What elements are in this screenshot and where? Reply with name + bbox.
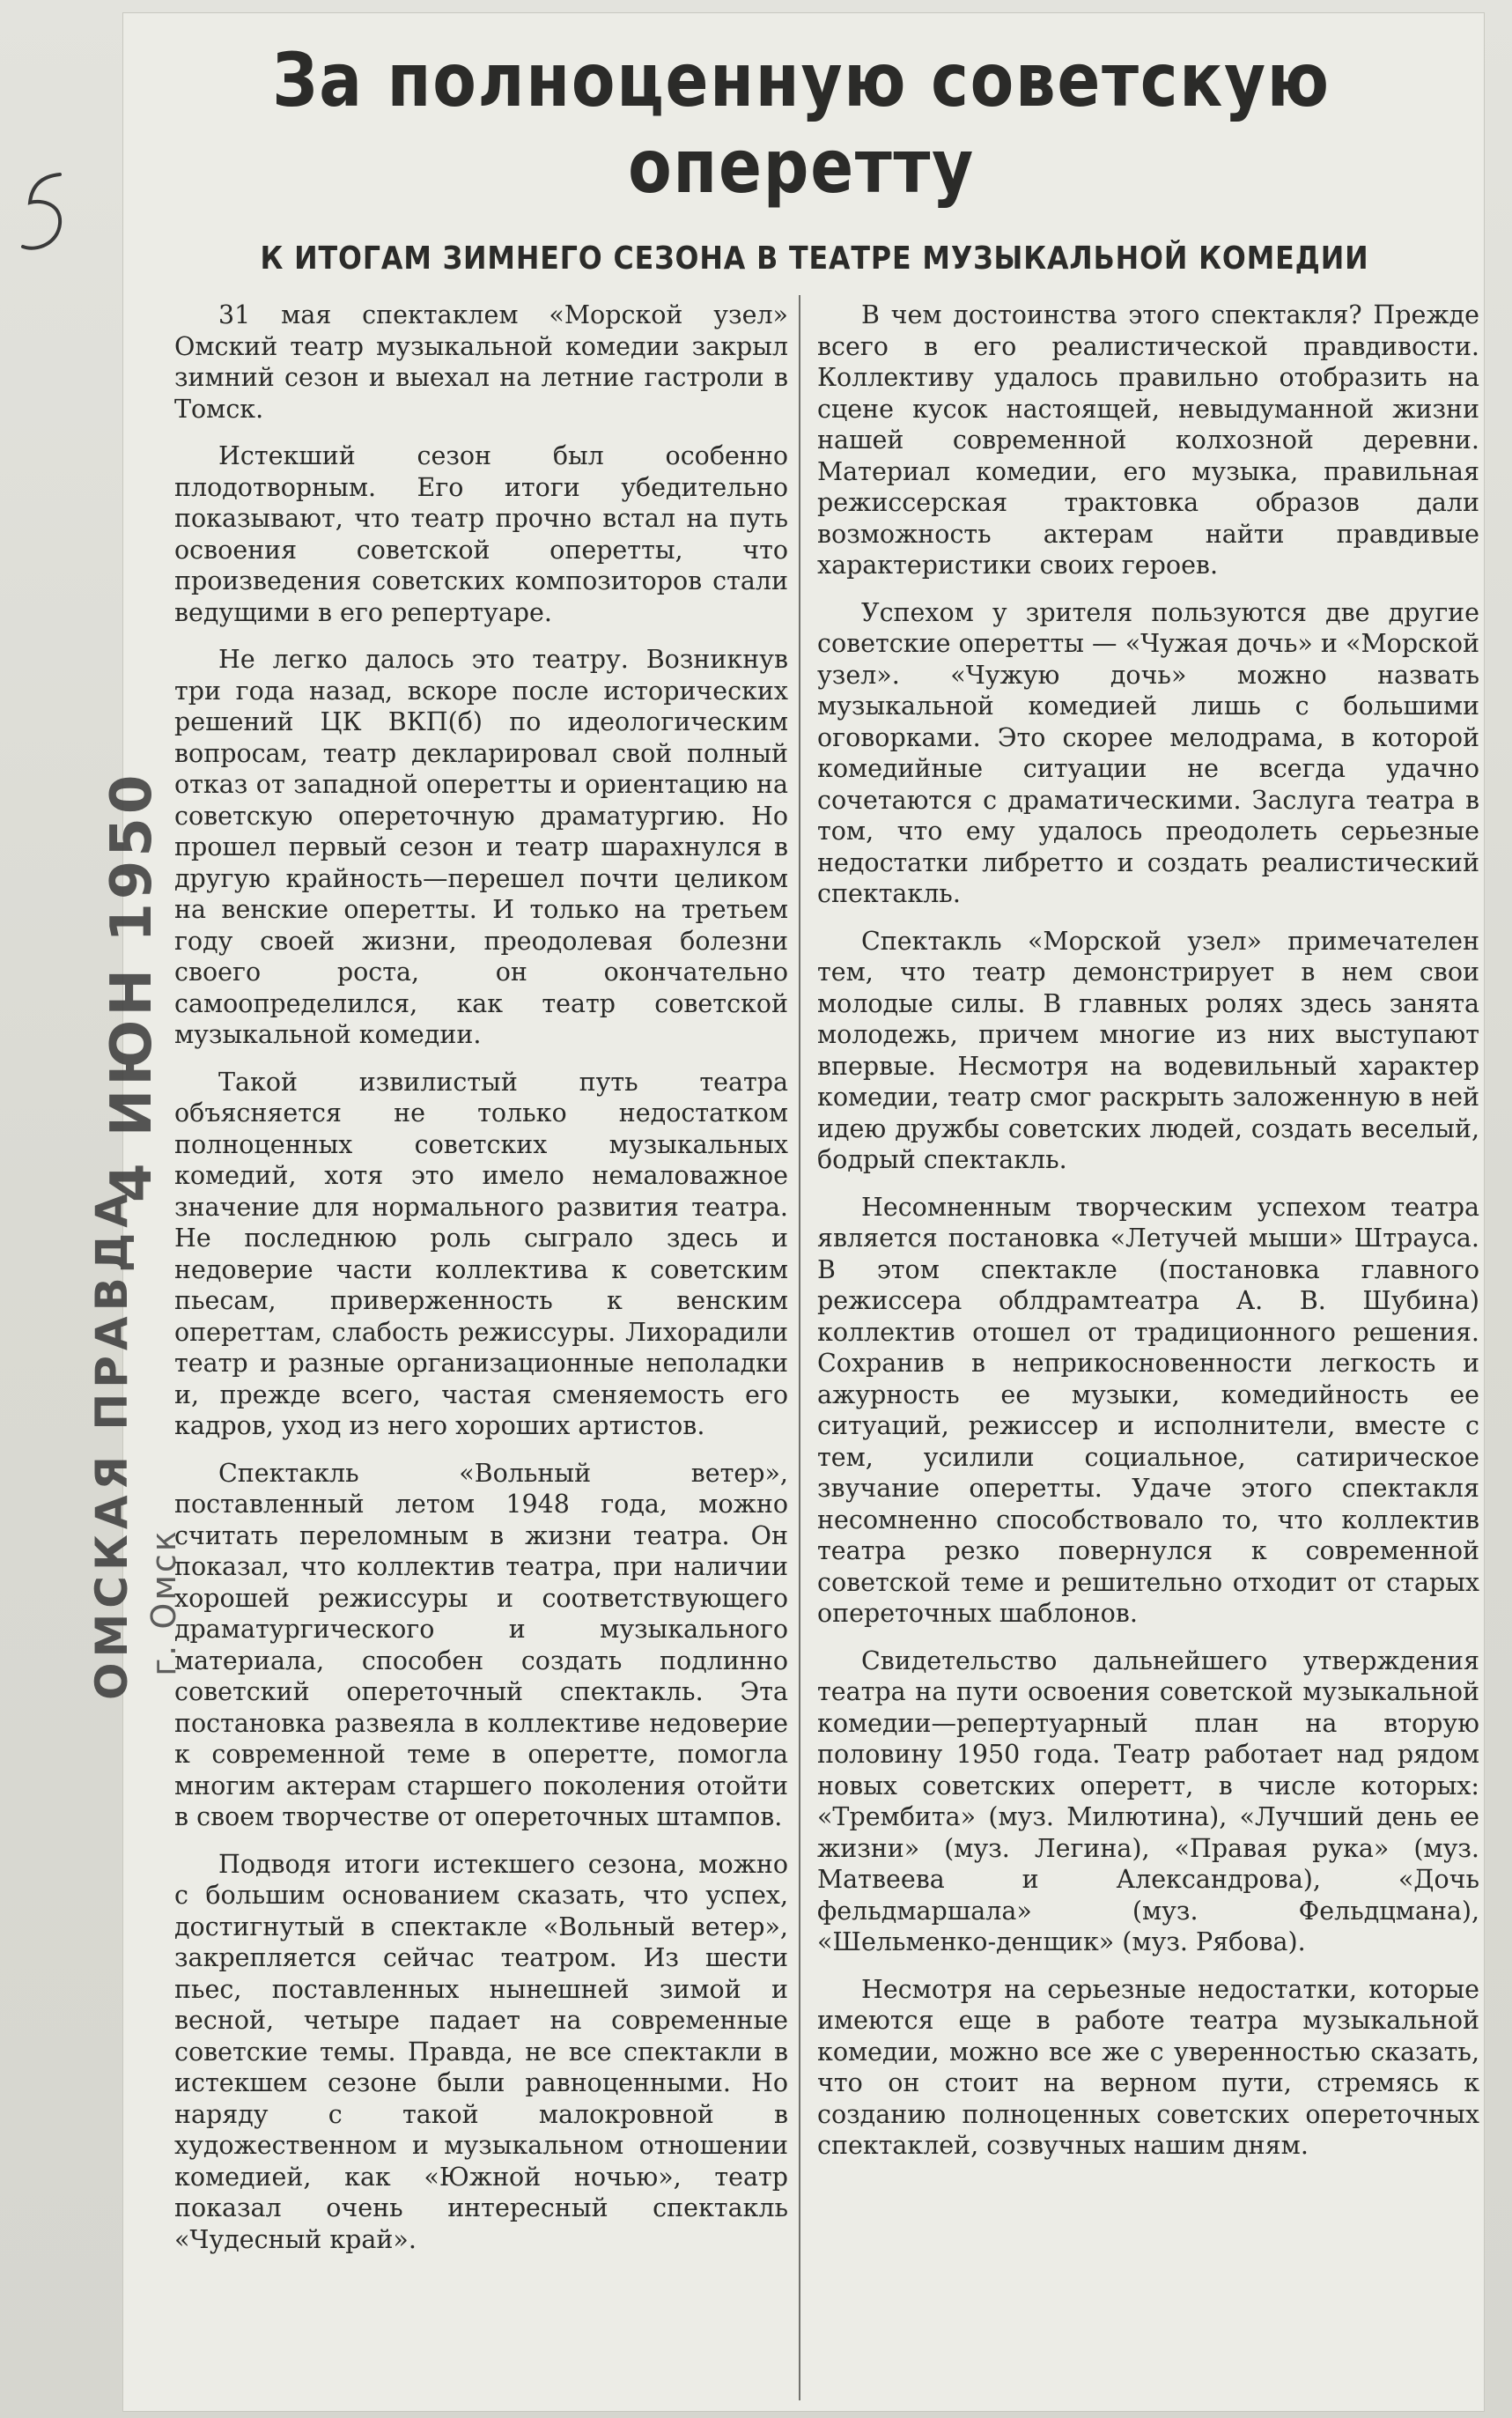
newspaper-name-text: ОМСКАЯ ПРАВДА — [86, 1188, 137, 1700]
date-stamp-text: 4 ИЮН 1950 — [100, 771, 165, 1202]
article-column-left — [174, 299, 788, 2400]
article-headline: За полноценную советскую оперетту — [272, 37, 1331, 210]
article-paragraph: Несомненным творческим успехом театра является постановка «Летучей мыши» Штрауса. В этом спектакле (постановка главного режиссера облдрамтеатра А. В. Шубина) коллектив отошел от традиционного решения. Сохранив в неприкосновенности легкость и ажурность ее музыки, комедийность ее ситуаций, режиссер и исполнители, вместе с тем, усилили социальное, сатирическое звучание оперетты. Удаче этого спектакля несомненно способствовало то, что коллектив театра резко повернулся к современной советской теме и решительно отходит от старых опереточных шаблонов. — [817, 1192, 1479, 1628]
article-column-right — [817, 299, 1479, 2400]
article-subheadline: К ИТОГАМ ЗИМНЕГО СЕЗОНА В ТЕАТРЕ МУЗЫКАЛЬНОЙ КОМЕДИИ — [260, 240, 1369, 277]
article-paragraph: Подводя итоги истекшего сезона, можно с большим основанием сказать, что успех, достигнутый в спектакле «Вольный ветер», закрепляется сейчас театром. Из шести пьес, поставленных нынешней зимой и весной, четыре падает на современные советские темы. Правда, не все спектакли в истекшем сезоне были равноценными. Но наряду с такой малокровной в художественном и музыкальном отношении комедией, как «Южной ночью», театр показал очень интересный спектакль «Чудесный край». — [174, 1849, 788, 2254]
article-paragraph: В чем достоинства этого спектакля? Прежде всего в его реалистической правдивости. Коллективу удалось правильно отобразить на сцене кусок настоящей, невыдуманной жизни нашей современной колхозной деревни. Материал комедии, его музыка, правильная режиссерская трактовка образов дали возможность актерам найти правдивые характеристики своих героев. — [817, 300, 1479, 580]
pencil-number-mark — [16, 167, 77, 264]
city-stamp — [143, 1514, 185, 1690]
date-stamp — [92, 771, 172, 1202]
article-paragraph: 31 мая спектаклем «Морской узел» Омский театр музыкальной комедии закрыл зимний сезон и выехал на летние гастроли в Томск. — [174, 300, 788, 424]
article-paragraph: Свидетельство дальнейшего утверждения театра на пути освоения советской музыкальной комедии—репертуарный план на вторую половину 1950 года. Театр работает над рядом новых советских оперетт, в числе которых: «Трембита» (муз. Милютина), «Лучший день ее жизни» (муз. Легина), «Правая рука» (муз. Матвеева и Александрова), «Дочь фельдмаршала» (муз. Фельдцмана), «Шельменко-денщик» (муз. Рябова). — [817, 1645, 1479, 1956]
article-paragraph: Истекший сезон был особенно плодотворным. Его итоги убедительно показывают, что театр прочно встал на путь освоения советской оперетты, что произведения советских композиторов стали ведущими в его репертуаре. — [174, 441, 788, 627]
article-paragraph: Не легко далось это театру. Возникнув три года назад, вскоре после исторических решений ЦК ВКП(б) по идеологическим вопросам, театр декларировал свой полный отказ от западной оперетты и ориентацию на советскую опереточную драматургию. Но прошел первый сезон и театр шарахнулся в другую крайность—перешел почти целиком на венские оперетты. И только на третьем году своей жизни, преодолевая болезни своего роста, он окончательно самоопределился, как театр советской музыкальной комедии. — [174, 645, 788, 1049]
article-paragraph: Такой извилистый путь театра объясняется не только недостатком полноценных советских музыкальных комедий, хотя это имело немаловажное значение для нормального развития театра. Не последнюю роль сыграло здесь и недоверие части коллектива к советским пьесам, приверженность к венским опереттам, слабость режиссуры. Лихорадили театр и разные организационные неполадки и, прежде всего, частая сменяемость его кадров, уход из него хороших артистов. — [174, 1067, 788, 1440]
article-paragraph: Успехом у зрителя пользуются две другие советские оперетты — «Чужая дочь» и «Морской узел». «Чужую дочь» можно назвать музыкальной комедией лишь с большими оговорками. Это скорее мелодрама, в которой комедийные ситуации не всегда удачно сочетаются с драматическими. Заслуга театра в том, что ему удалось преодолеть серьезные недостатки либретто и создать реалистический спектакль. — [817, 597, 1479, 908]
city-stamp-text: г. Омск — [144, 1528, 183, 1676]
article-paragraph: Спектакль «Вольный ветер», поставленный летом 1948 года, можно считать переломным в жизни театра. Он показал, что коллектив театра, при наличии хорошей режиссуры и соответствующего драматургического и музыкального материала, способен создать подлинно советский опереточный спектакль. Эта постановка развеяла в коллективе недоверие к современной теме в оперетте, помогла многим актерам старшего поколения отойти в своем творчестве от опереточных штампов. — [174, 1458, 788, 1831]
column-divider — [799, 295, 800, 2400]
article-paragraph: Спектакль «Морской узел» примечателен тем, что театр демонстрирует в нем свои молодые силы. В главных ролях здесь занята молодежь, причем многие из них выступают впервые. Несмотря на водевильный характер комедии, театр смог раскрыть заложенную в ней идею дружбы советских людей, создать веселый, бодрый спектакль. — [817, 926, 1479, 1174]
newspaper-name-stamp — [81, 1188, 143, 1700]
article-paragraph: Несмотря на серьезные недостатки, которые имеются еще в работе театра музыкальной комедии, можно все же с уверенностью сказать, что он стоит на верном пути, стремясь к созданию полноценных советских опереточных спектаклей, созвучных нашим дням. — [817, 1974, 1479, 2160]
